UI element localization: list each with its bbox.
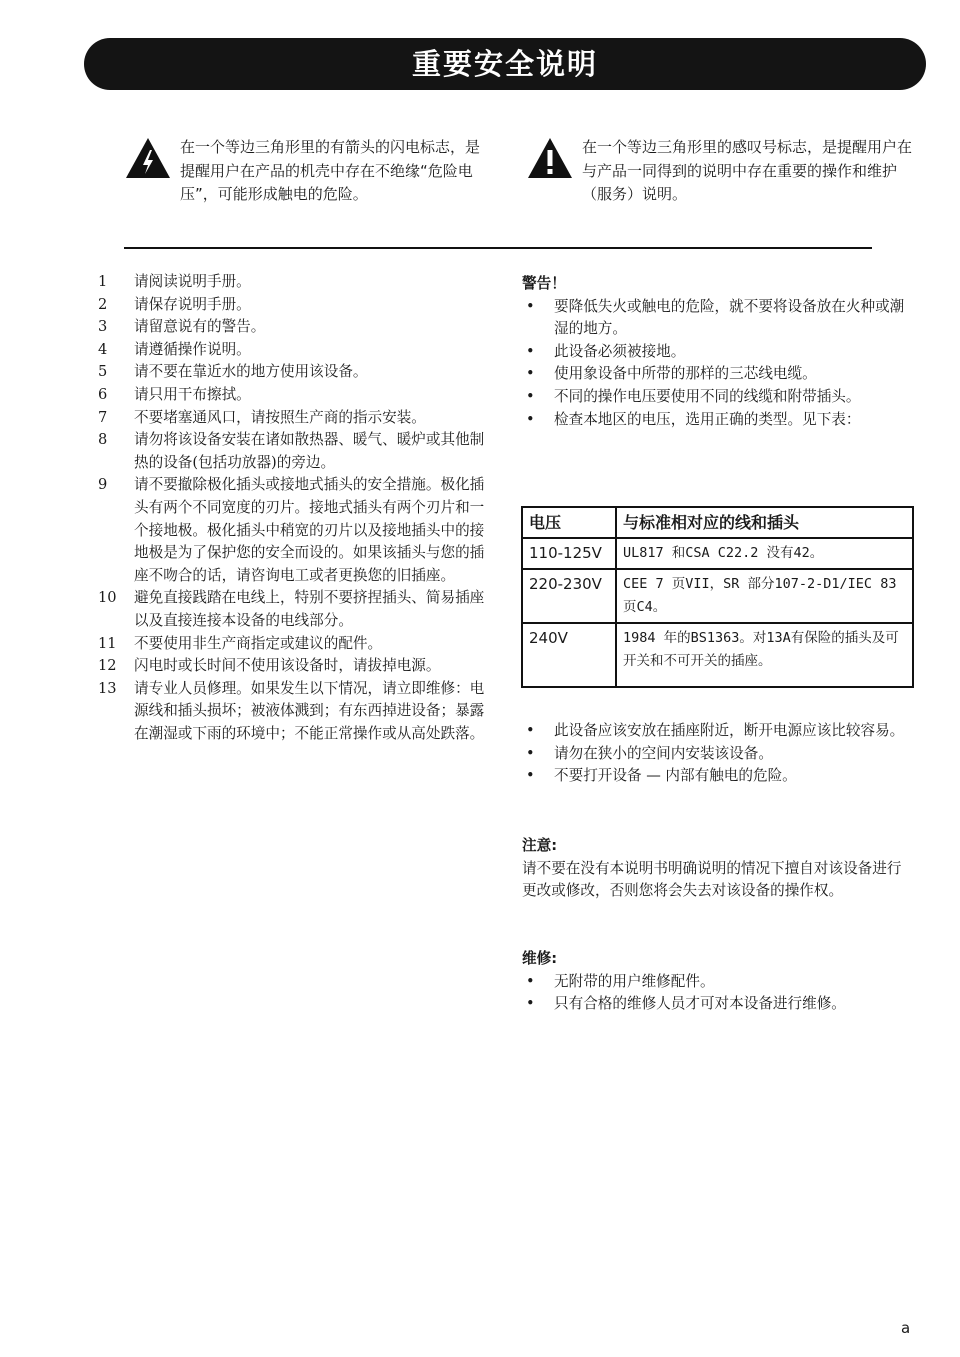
- list-item: [98, 429, 488, 474]
- list-item: [522, 296, 914, 341]
- table-cell: 220-230V: [522, 569, 616, 623]
- list-item: [98, 474, 488, 587]
- list-item: [98, 316, 488, 339]
- warning-heading: 警告！: [522, 275, 566, 292]
- list-item: [98, 384, 488, 407]
- instruction-list: [98, 271, 488, 745]
- list-item: [98, 678, 488, 746]
- item-number: 2: [98, 295, 108, 313]
- item-number: 12: [98, 657, 117, 675]
- list-item: [522, 409, 914, 432]
- list-item: [98, 271, 488, 294]
- bullet: •: [526, 972, 535, 990]
- item-text: 请阅读说明手册。: [134, 273, 251, 290]
- item-number: 1: [98, 273, 108, 290]
- table-cell: 240V: [522, 623, 616, 687]
- bullet: •: [526, 744, 535, 762]
- service-section: [522, 948, 914, 1016]
- lightning-triangle-icon: [124, 136, 172, 180]
- item-number: 8: [98, 431, 108, 449]
- page-title-banner: [84, 38, 926, 90]
- page-title: 重要安全说明: [411, 47, 598, 81]
- item-number: 5: [98, 363, 108, 381]
- table-cell: CEE 7 页VII，SR 部分107-2-D1/IEC 83 页C4。: [616, 569, 913, 623]
- table-cell: 110-125V: [522, 538, 616, 569]
- item-text: 请勿在狭小的空间内安装该设备。: [554, 744, 773, 762]
- lightning-symbol-text: 在一个等边三角形里的有箭头的闪电标志，是提醒用户在产品的机壳中存在不绝缘“危险电压”，可能形成触电的危险。: [180, 138, 481, 203]
- list-item: [522, 363, 914, 386]
- list-item: [522, 720, 914, 743]
- item-text: 请只用干布擦拭。: [134, 385, 251, 403]
- list-item: [98, 339, 488, 362]
- item-text: 无附带的用户维修配件。: [554, 972, 715, 990]
- exclamation-symbol-text: 在一个等边三角形里的感叹号标志，是提醒用户在与产品一同得到的说明中存在重要的操作和维护（服务）说明。: [582, 138, 913, 203]
- table-header-row: [522, 507, 913, 538]
- list-item: [98, 361, 488, 384]
- column-header: 电压: [522, 507, 616, 538]
- list-item: [98, 407, 488, 430]
- item-text: 使用象设备中所带的那样的三芯线电缆。: [554, 365, 817, 383]
- list-item: [98, 655, 488, 678]
- table-cell: 1984 年的BS1363。对13A有保险的插头及可开关和不可开关的插座。: [616, 623, 913, 687]
- caution-section: [522, 835, 914, 903]
- item-number: 11: [98, 634, 117, 652]
- bullet: •: [526, 722, 535, 739]
- item-text: 要降低失火或触电的危险，就不要将设备放在火种或潮湿的地方。: [554, 297, 905, 338]
- list-item: [522, 765, 914, 788]
- bullet: •: [526, 767, 535, 785]
- list-item: [98, 294, 488, 317]
- item-text: 检查本地区的电压，选用正确的类型。见下表：: [554, 410, 861, 428]
- bullet: •: [526, 410, 535, 428]
- warning-list: [522, 296, 914, 432]
- item-text: 不要堵塞通风口，请按照生产商的指示安装。: [134, 408, 426, 426]
- page-number: a: [901, 1319, 911, 1337]
- additional-warnings: [522, 720, 914, 788]
- item-text: 此设备应该安放在插座附近，断开电源应该比较容易。: [554, 722, 905, 739]
- list-item: [522, 341, 914, 364]
- list-item: [522, 743, 914, 766]
- item-number: 10: [98, 589, 117, 607]
- item-text: 不要使用非生产商指定或建议的配件。: [134, 634, 383, 652]
- item-number: 9: [98, 476, 108, 494]
- item-number: 6: [98, 385, 108, 403]
- bullet: •: [526, 297, 535, 315]
- exclamation-triangle-icon: [526, 136, 574, 180]
- item-text: 请勿将该设备安装在诸如散热器、暖气、暖炉或其他制热的设备(包括功放器)的旁边。: [134, 431, 485, 471]
- item-text: 避免直接践踏在电线上，特别不要挤捏插头、简易插座以及直接连接本设备的电线部分。: [134, 589, 485, 629]
- caution-text: 请不要在没有本说明书明确说明的情况下擅自对该设备进行更改或修改，否则您将会失去对该设备的操作权。: [522, 859, 902, 900]
- list-item: [98, 633, 488, 656]
- table-cell: UL817 和CSA C22.2 没有42。: [616, 538, 913, 569]
- warning-section: [522, 273, 914, 431]
- item-number: 13: [98, 679, 117, 697]
- list-item: [522, 386, 914, 409]
- list-item: [98, 587, 488, 632]
- voltage-table: [521, 506, 914, 688]
- item-text: 不要打开设备 — 内部有触电的危险。: [554, 767, 797, 785]
- item-text: 请留意说有的警告。: [134, 318, 266, 336]
- column-header: 与标准相对应的线和插头: [616, 507, 913, 538]
- list-item: [522, 971, 914, 994]
- item-text: 请不要撤除极化插头或接地式插头的安全措施。极化插头有两个不同宽度的刃片。接地式插头有两个刃片和一个接地极。极化插头中稍宽的刃片以及接地插头中的接地极是为了保护您的安全而设的。如果该插头与您的插座不吻合的话，请咨询电工或者更换您的旧插座。: [134, 476, 485, 584]
- caution-heading: 注意:: [522, 837, 558, 854]
- item-number: 3: [98, 318, 108, 336]
- item-text: 请不要在靠近水的地方使用该设备。: [134, 363, 368, 381]
- item-text: 闪电时或长时间不使用该设备时，请拔掉电源。: [134, 657, 441, 675]
- table-row: [522, 623, 913, 687]
- table-row: [522, 569, 913, 623]
- service-heading: 维修:: [522, 950, 558, 967]
- warning-list-2: [522, 720, 914, 788]
- item-number: 7: [98, 408, 108, 426]
- item-text: 请遵循操作说明。: [134, 340, 251, 358]
- service-list: [522, 971, 914, 1016]
- table-row: [522, 538, 913, 569]
- bullet: •: [526, 365, 535, 383]
- item-text: 请保存说明手册。: [134, 295, 251, 313]
- item-text: 此设备必须被接地。: [554, 342, 686, 360]
- section-divider: [124, 247, 872, 249]
- item-text: 只有合格的维修人员才可对本设备进行维修。: [554, 995, 846, 1013]
- bullet: •: [526, 387, 535, 405]
- bullet: •: [526, 342, 535, 360]
- list-item: [522, 993, 914, 1016]
- item-text: 请专业人员修理。如果发生以下情况，请立即维修：电源线和插头损坏；被液体溅到；有东西掉进设备；暴露在潮湿或下雨的环境中；不能正常操作或从高处跌落。: [134, 679, 485, 742]
- bullet: •: [526, 995, 535, 1013]
- item-text: 不同的操作电压要使用不同的线缆和附带插头。: [554, 387, 861, 405]
- item-number: 4: [98, 340, 108, 358]
